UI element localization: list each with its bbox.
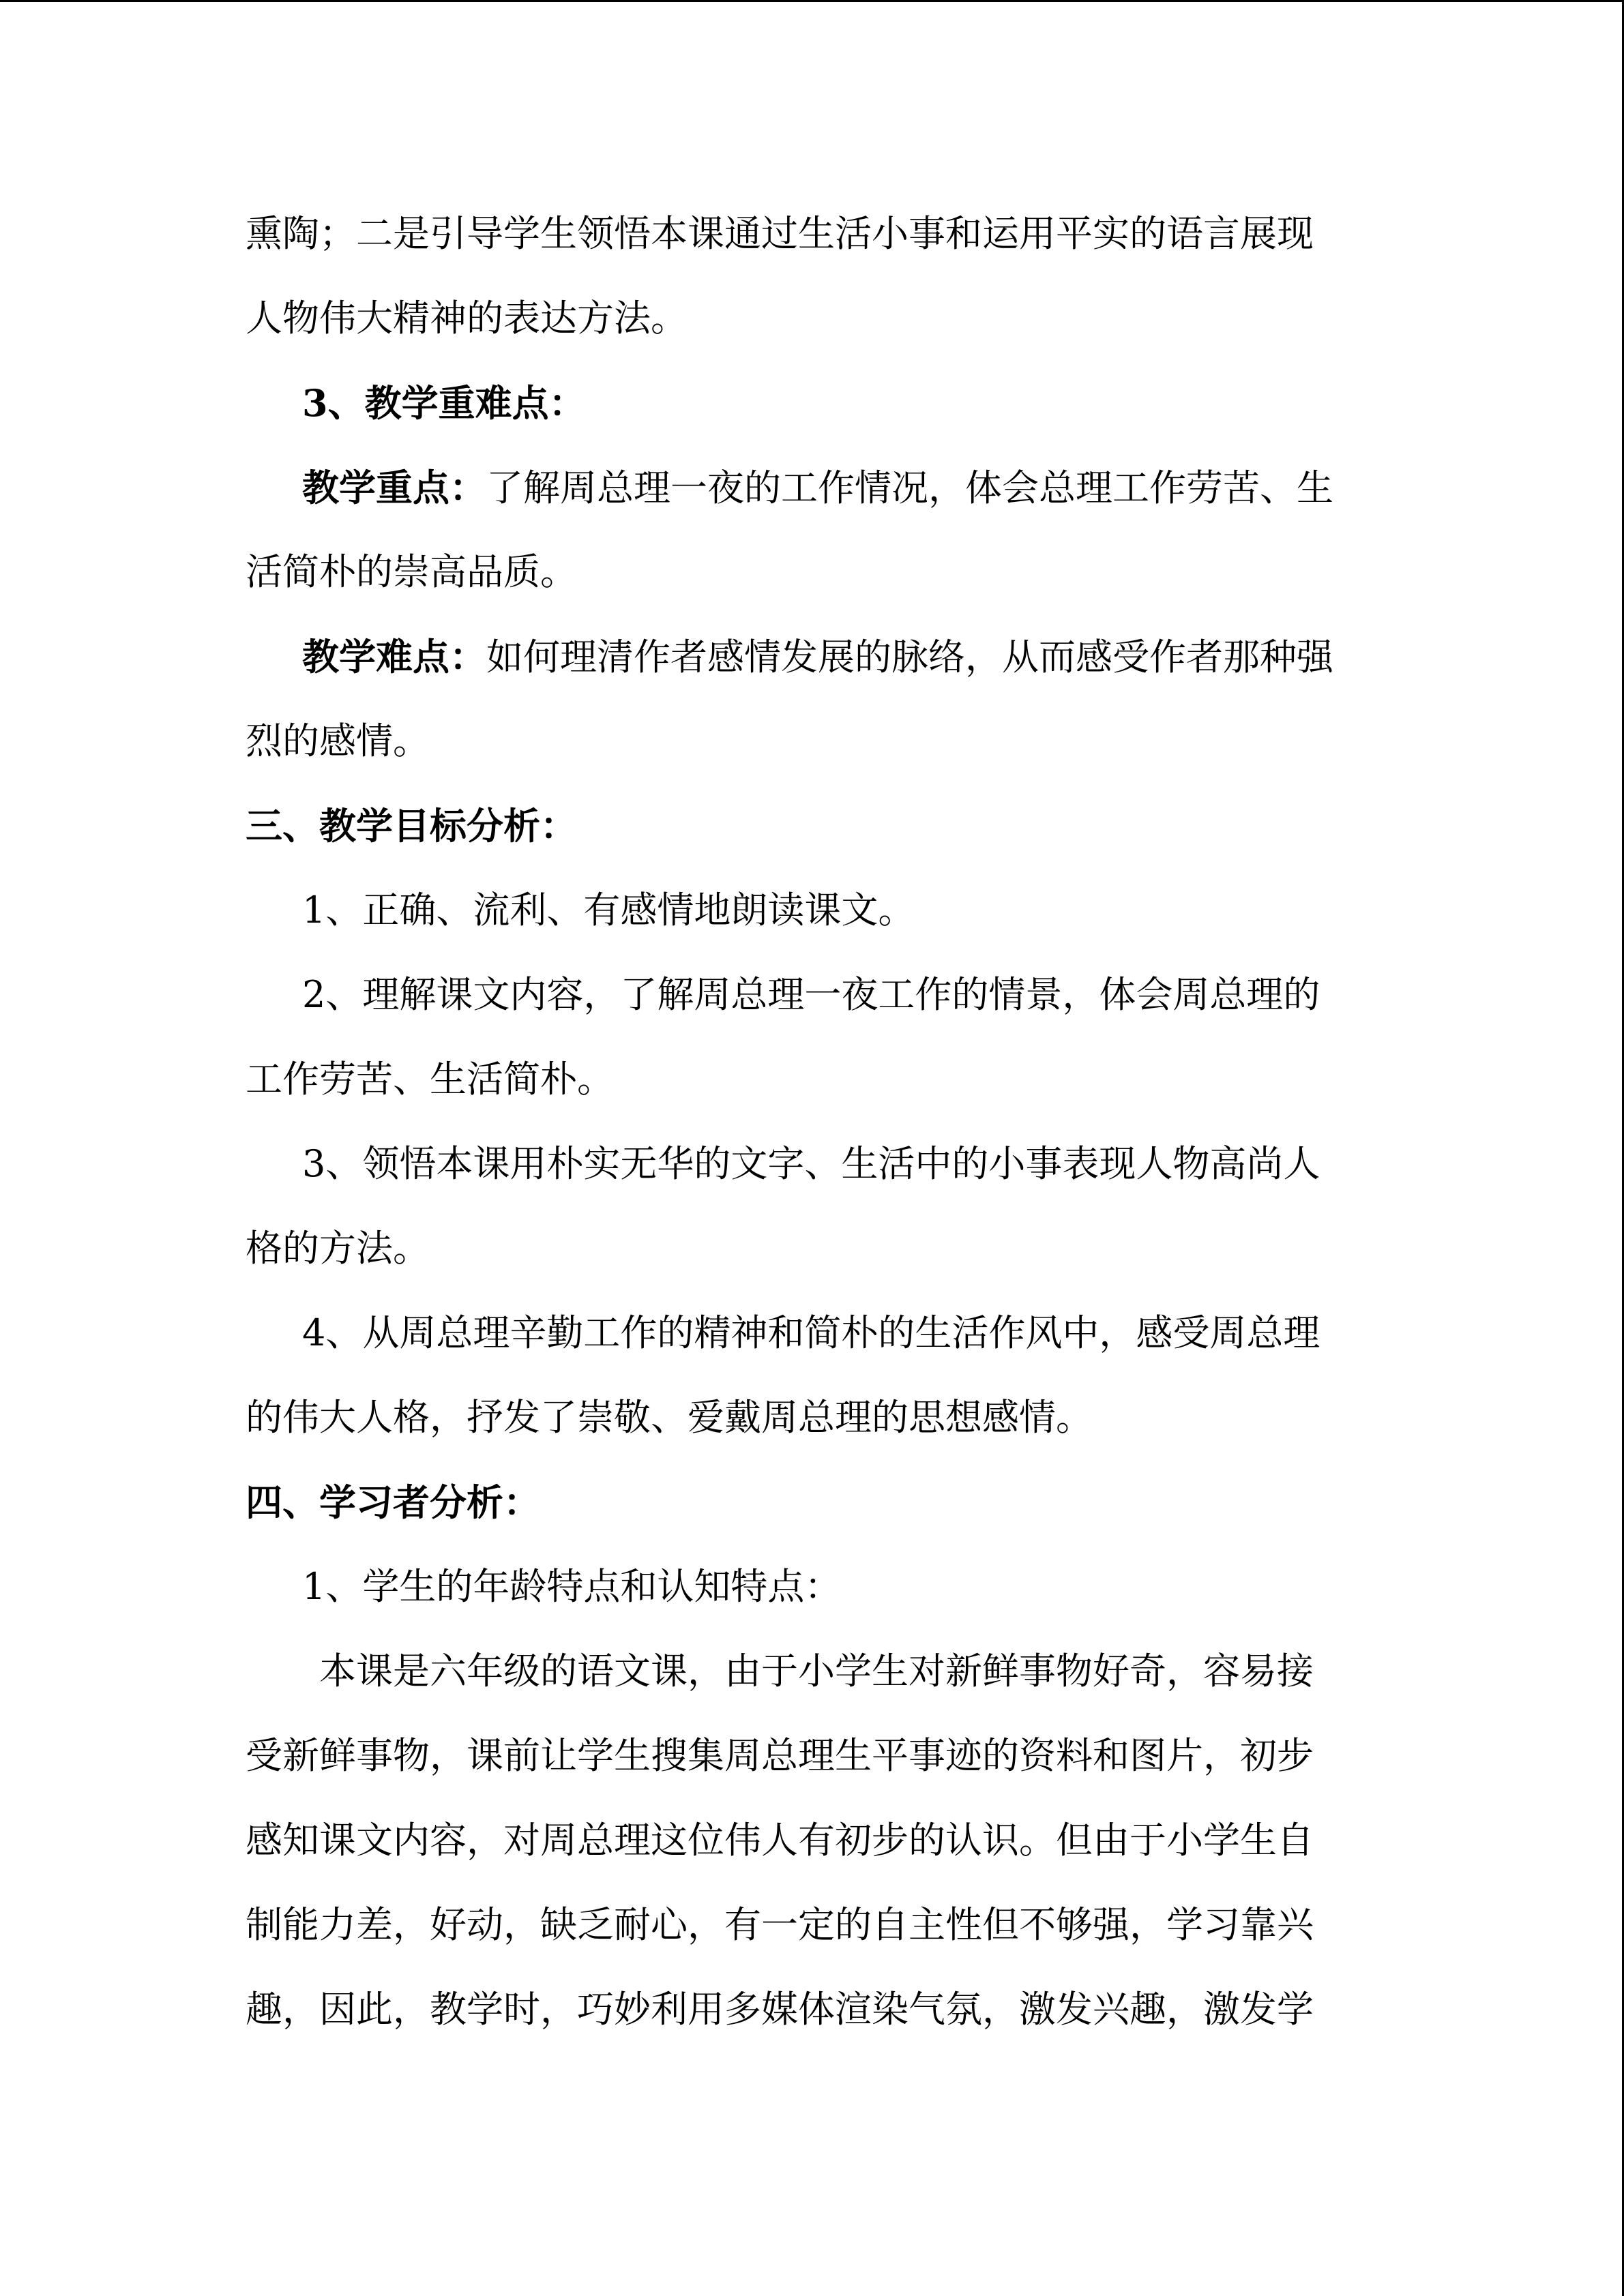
- list-item: 2、理解课文内容，了解周总理一夜工作的情景，体会周总理的: [302, 973, 1320, 1016]
- paragraph-line: 感知课文内容，对周总理这位伟人有初步的认识。但由于小学生自: [246, 1819, 1314, 1862]
- difficulty-line: [302, 633, 1333, 681]
- paragraph-line: 本课是六年级的语文课，由于小学生对新鲜事物好奇，容易接: [319, 1650, 1314, 1693]
- difficulty-text: 如何理清作者感情发展的脉络，从而感受作者那种强: [486, 636, 1333, 679]
- paragraph-line: 人物伟大精神的表达方法。: [246, 297, 688, 340]
- section-heading: 四、学习者分析：: [246, 1480, 540, 1524]
- paragraph-line: 制能力差，好动，缺乏耐心，有一定的自主性但不够强，学习靠兴: [246, 1903, 1314, 1946]
- section-heading: 3、教学重难点：: [302, 381, 586, 425]
- list-item: 4、从周总理辛勤工作的精神和简朴的生活作风中，感受周总理: [302, 1311, 1320, 1354]
- key-point-line: [302, 464, 1333, 511]
- paragraph-line: 工作劳苦、生活简朴。: [246, 1058, 614, 1101]
- list-item: 1、学生的年龄特点和认知特点：: [302, 1565, 842, 1608]
- paragraph-line: 格的方法。: [246, 1227, 430, 1270]
- paragraph-line: 烈的感情。: [246, 719, 430, 762]
- difficulty-label: 教学难点：: [302, 635, 486, 679]
- list-item: 1、正确、流利、有感情地朗读课文。: [302, 889, 915, 931]
- paragraph-line: 受新鲜事物，课前让学生搜集周总理生平事迹的资料和图片，初步: [246, 1734, 1314, 1777]
- list-item: 3、领悟本课用朴实无华的文字、生活中的小事表现人物高尚人: [302, 1142, 1320, 1185]
- key-point-text: 了解周总理一夜的工作情况，体会总理工作劳苦、生: [486, 466, 1333, 509]
- paragraph-line: 趣，因此，教学时，巧妙利用多媒体渲染气氛，激发兴趣，激发学: [246, 1988, 1314, 2031]
- paragraph-line: 熏陶；二是引导学生领悟本课通过生活小事和运用平实的语言展现: [246, 212, 1314, 255]
- section-heading: 三、教学目标分析：: [246, 804, 577, 848]
- paragraph-line: 活简朴的崇高品质。: [246, 550, 577, 593]
- paragraph-line: 的伟大人格，抒发了崇敬、爱戴周总理的思想感情。: [246, 1396, 1093, 1439]
- key-point-label: 教学重点：: [302, 466, 486, 509]
